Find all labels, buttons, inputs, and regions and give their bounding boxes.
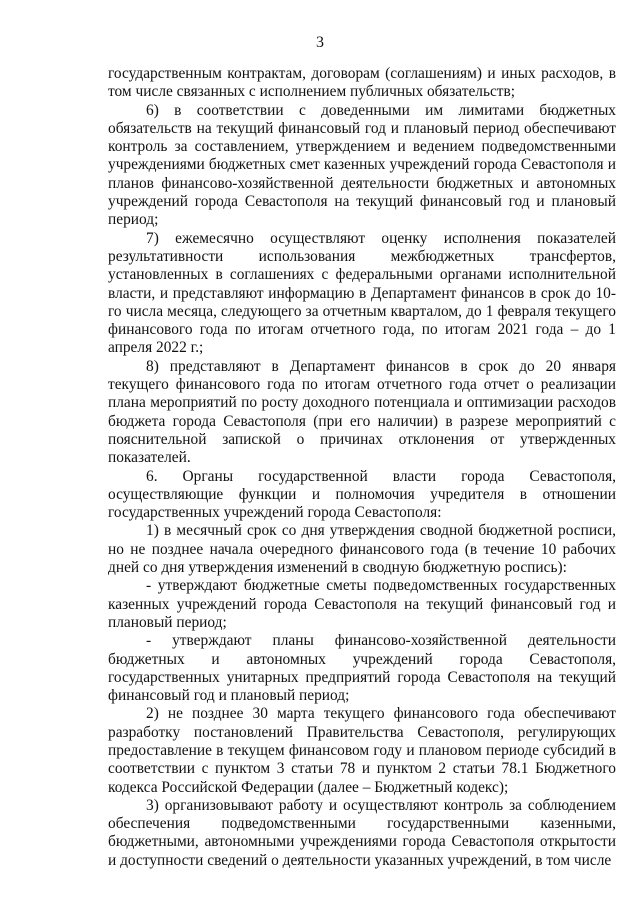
paragraph: 1) в месячный срок со дня утверждения сводной бюджетной росписи, но не позднее начала очередного финансового года (в течение 10 рабочих дней со дня утверждения изменений в сводную бюджетную роспись):: [108, 522, 616, 577]
document-body: [108, 65, 616, 870]
paragraph: 6) в соответствии с доведенными им лимитами бюджетных обязательств на текущий финансовый год и плановый период обеспечивают контроль за составлением, утверждением и ведением подведомственными учреждениями бюджетных смет казенных учреждений города Севастополя и планов финансово-хозяйственной деятельности бюджетных и автономных учреждений города Севастополя на текущий финансовый год и плановый период;: [108, 101, 616, 229]
paragraph: 6. Органы государственной власти города Севастополя, осуществляющие функции и полномочия учредителя в отношении государственных учреждений города Севастополя:: [108, 467, 616, 522]
paragraph: государственным контрактам, договорам (соглашениям) и иных расходов, в том числе связанных с исполнением публичных обязательств;: [108, 65, 616, 101]
page-number: 3: [316, 34, 324, 51]
paragraph: 3) организовывают работу и осуществляют контроль за соблюдением обеспечения подведомственными государственными казенными, бюджетными, автономными учреждениями города Севастополя открытости и доступности сведений о деятельности указанных учреждений, в том числе: [108, 796, 616, 869]
paragraph: - утверждают бюджетные сметы подведомственных государственных казенных учреждений города Севастополя на текущий финансовый год и плановый период;: [108, 577, 616, 631]
paragraph: - утверждают планы финансово-хозяйственной деятельности бюджетных и автономных учреждений города Севастополя, государственных унитарных предприятий города Севастополя на текущий финансовый год и плановый период;: [108, 632, 616, 705]
paragraph: 7) ежемесячно осуществляют оценку исполнения показателей результативности использования межбюджетных трансфертов, установленных в соглашениях с федеральными органами исполнительной власти, и представляют информацию в Департамент финансов в срок до 10-го числа месяца, следующего за отчетным кварталом, до 1 февраля текущего финансового года по итогам отчетного года, по итогам 2021 года – до 1 апреля 2022 г.;: [108, 229, 616, 357]
paragraph: 2) не позднее 30 марта текущего финансового года обеспечивают разработку постановлений Правительства Севастополя, регулирующих предоставление в текущем финансовом году и плановом периоде субсидий в соответствии с пунктом 3 статьи 78 и пунктом 2 статьи 78.1 Бюджетного кодекса Российской Федерации (далее – Бюджетный кодекс);: [108, 705, 616, 796]
paragraph: 8) представляют в Департамент финансов в срок до 20 января текущего финансового года по итогам отчетного года отчет о реализации плана мероприятий по росту доходного потенциала и оптимизации расходов бюджета города Севастополя (при его наличии) в разрезе мероприятий с пояснительной запиской о причинах отклонения от утвержденных показателей.: [108, 357, 616, 467]
